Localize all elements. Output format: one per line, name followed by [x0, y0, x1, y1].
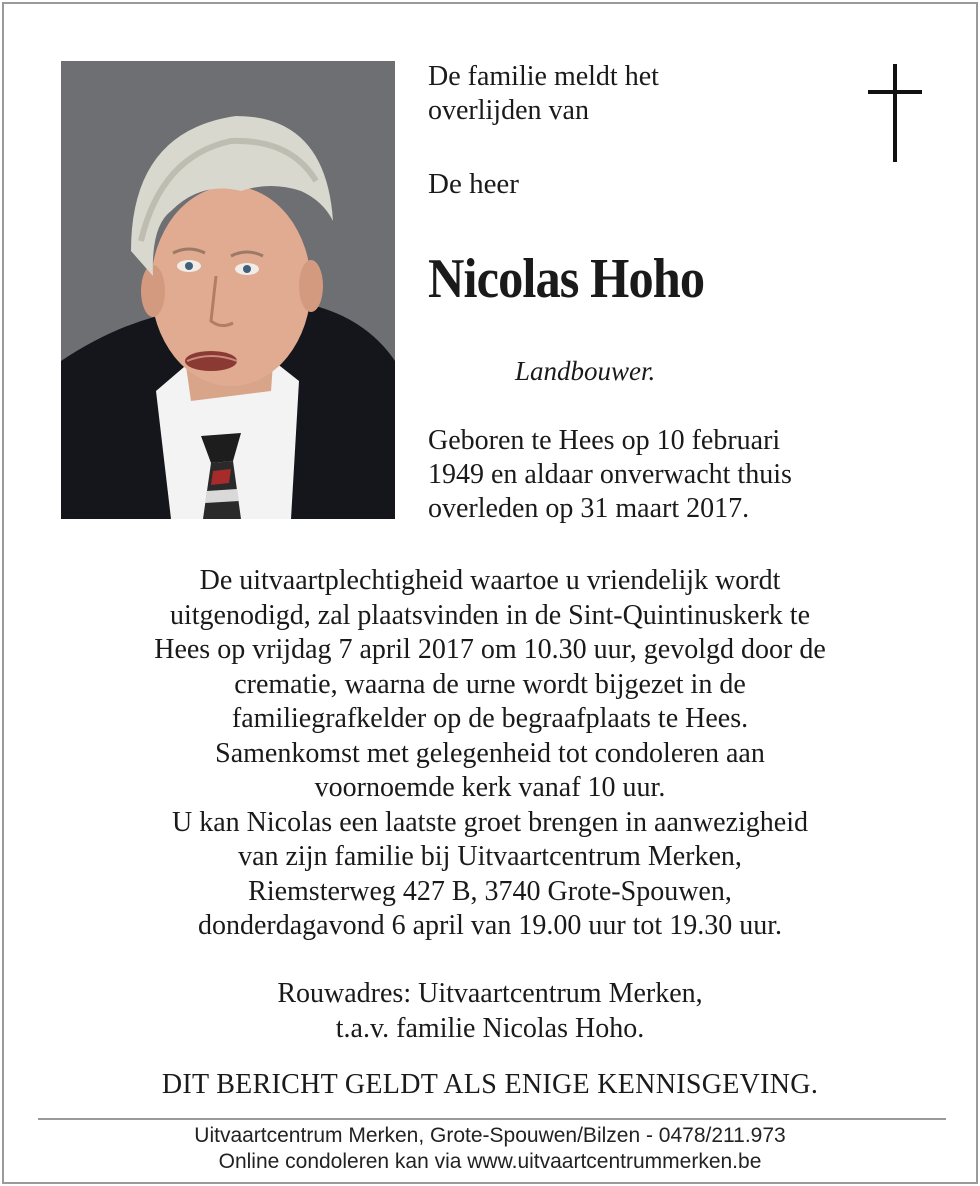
portrait-photo: [61, 61, 395, 519]
funeral-line: U kan Nicolas een laatste groet brengen in aanwezigheid: [172, 806, 808, 838]
funeral-line: familiegrafkelder op de begraafplaats te Hees.: [231, 703, 749, 734]
footer-website: Online condoleren kan via www.uitvaartcentrummerken.be: [218, 1150, 762, 1173]
funeral-line: van zijn familie bij Uitvaartcentrum Merken,: [238, 841, 742, 872]
honorific: De heer: [428, 168, 519, 200]
funeral-line: Samenkomst met gelegenheid tot condoleren aan: [215, 737, 765, 769]
funeral-line: De uitvaartplechtigheid waartoe u vriendelijk wordt: [199, 565, 781, 596]
intro-line: overlijden van: [428, 95, 589, 126]
funeral-line: voornoemde kerk vanaf 10 uur.: [314, 772, 666, 803]
funeral-details: [4, 564, 976, 944]
address-line: t.a.v. familie Nicolas Hoho.: [335, 1013, 645, 1044]
divider: [38, 1118, 946, 1120]
funeral-line: Hees op vrijdag 7 april 2017 om 10.30 uur, gevolgd door de: [154, 634, 826, 665]
intro-text: [428, 60, 848, 128]
footer: [4, 1123, 976, 1175]
cross-icon: [866, 64, 924, 164]
occupation: Landbouwer.: [515, 356, 656, 386]
funeral-line: Riemsterweg 427 B, 3740 Grote-Spouwen,: [248, 875, 732, 907]
official-notice: DIT BERICHT GELDT ALS ENIGE KENNISGEVING.: [161, 1069, 819, 1100]
address-line: Rouwadres: Uitvaartcentrum Merken,: [277, 978, 703, 1009]
deceased-name: Nicolas Hoho: [428, 248, 705, 310]
birth-death-details: [428, 424, 908, 526]
portrait-illustration: [61, 61, 395, 519]
obituary-card: [2, 2, 978, 1184]
funeral-line: donderdagavond 6 april van 19.00 uur tot 19.30 uur.: [197, 910, 782, 941]
birth-line: 1949 en aldaar onverwacht thuis: [428, 459, 792, 490]
birth-line: overleden op 31 maart 2017.: [428, 493, 750, 524]
mourning-address: [4, 976, 976, 1046]
birth-line: Geboren te Hees op 10 februari: [428, 425, 781, 456]
funeral-line: uitgenodigd, zal plaatsvinden in de Sint-Quintinuskerk te: [170, 599, 810, 631]
funeral-line: crematie, waarna de urne wordt bijgezet in de: [234, 668, 746, 700]
footer-contact: Uitvaartcentrum Merken, Grote-Spouwen/Bilzen - 0478/211.973: [194, 1124, 786, 1147]
intro-line: De familie meldt het: [428, 61, 659, 92]
